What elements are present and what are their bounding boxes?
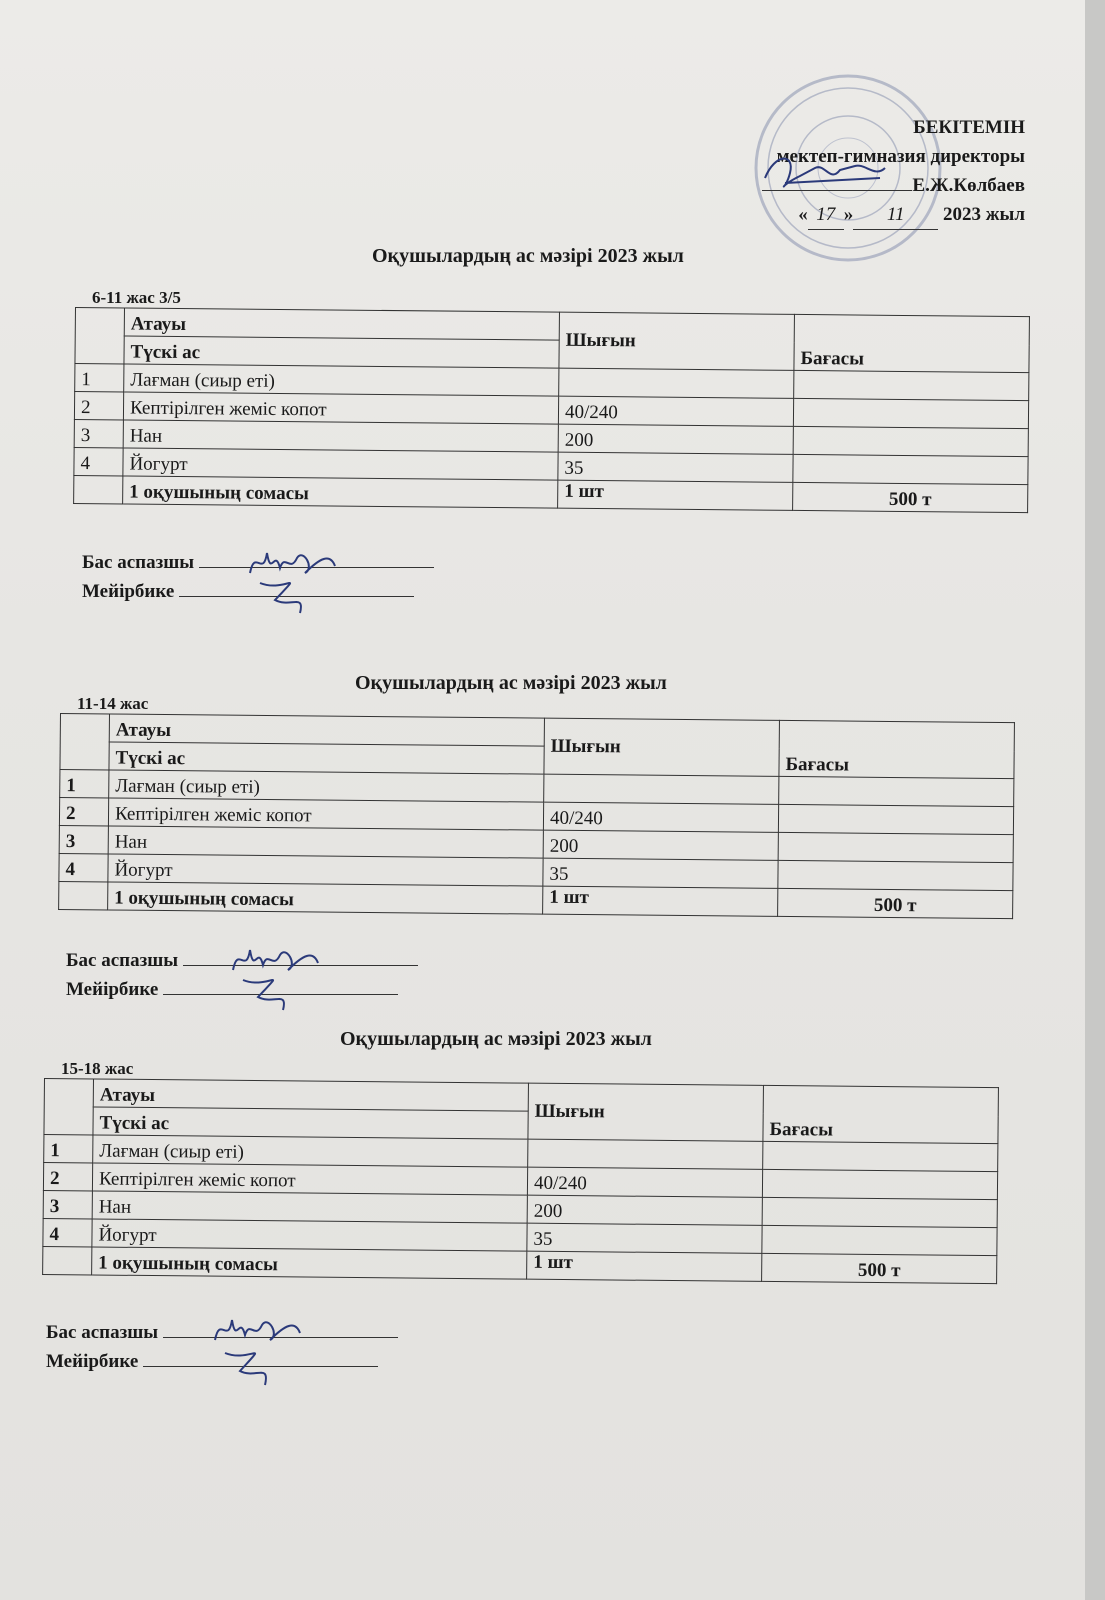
- menu-2-signatures: Бас аспазшы Мейірбике: [66, 946, 418, 1004]
- cook-signature: [210, 1305, 310, 1390]
- header-amount: Шығын: [559, 312, 795, 370]
- menu-3-age: 15-18 жас: [61, 1059, 134, 1078]
- total-row: 1 оқушының сомасы 1 шт 500 т: [74, 475, 1028, 512]
- page-edge-shadow: [1085, 0, 1105, 1600]
- table-row: 3 Нан 200: [59, 825, 1013, 862]
- header-meal: Түскі ас: [124, 336, 559, 368]
- menu-1-age: 6-11 жас 3/5: [92, 288, 181, 307]
- table-row: 1 Лағман (сиыр еті): [60, 770, 1014, 807]
- menu-3-table: Атауы Шығын Бағасы Түскі ас 1 Лағман (сиыр еті) 2 Кептірілген жеміс копот 40/240 3 Нан 200 4 Йогурт 35 1 оқушының сомасы 1 шт 500 т: [42, 1078, 999, 1284]
- header-price: Бағасы: [794, 314, 1030, 372]
- table-row: 2 Кептірілген жеміс копот 40/240: [74, 392, 1028, 429]
- menu-2-table: Атауы Шығын Бағасы Түскі ас 1 Лағман (сиыр еті) 2 Кептірілген жеміс копот 40/240 3 Нан 200 4 Йогурт 35 1 оқушының сомасы 1 шт 500 т: [58, 713, 1015, 919]
- approval-title: БЕКІТЕМІН: [913, 117, 1025, 138]
- nurse-label: Мейірбике: [82, 581, 175, 602]
- table-row: 3 Нан 200: [74, 419, 1028, 456]
- header-name: Атауы: [124, 308, 559, 340]
- menu-1-title: Оқушылардың ас мәзірі 2023 жыл: [372, 245, 684, 267]
- date-year: 2023 жыл: [942, 204, 1025, 225]
- cook-signature: [228, 935, 328, 1015]
- approval-date-line: « 17 » 11 2023 жыл: [685, 200, 1025, 230]
- menu-3-signatures: Бас аспазшы Мейірбике: [46, 1318, 398, 1376]
- table-row: 3 Нан 200: [43, 1190, 997, 1227]
- table-row: 2 Кептірілген жеміс копот 40/240: [59, 798, 1013, 835]
- total-row: 1 оқушының сомасы 1 шт 500 т: [43, 1246, 997, 1283]
- cook-signature: [245, 538, 345, 618]
- table-row: 4 Йогурт 35: [59, 853, 1013, 890]
- table-row: 1 Лағман (сиыр еті): [75, 364, 1029, 401]
- table-row: 1 Лағман (сиыр еті): [44, 1135, 998, 1172]
- menu-2-age: 11-14 жас: [77, 694, 149, 713]
- approval-position: мектеп-гимназия директоры: [776, 146, 1025, 167]
- menu-2-title: Оқушылардың ас мәзірі 2023 жыл: [355, 672, 667, 694]
- table-row: 2 Кептірілген жеміс копот 40/240: [43, 1163, 997, 1200]
- table-row: 4 Йогурт 35: [74, 447, 1028, 484]
- total-row: 1 оқушының сомасы 1 шт 500 т: [59, 881, 1013, 918]
- director-name: Е.Ж.Көлбаев: [912, 175, 1025, 196]
- date-month: 11: [853, 200, 938, 230]
- date-day: 17: [808, 200, 844, 230]
- menu-3-title: Оқушылардың ас мәзірі 2023 жыл: [340, 1028, 652, 1050]
- cook-label: Бас аспазшы: [82, 552, 195, 573]
- menu-1-table: [73, 307, 1030, 513]
- director-signature: [755, 148, 895, 198]
- table-row: 4 Йогурт 35: [43, 1218, 997, 1255]
